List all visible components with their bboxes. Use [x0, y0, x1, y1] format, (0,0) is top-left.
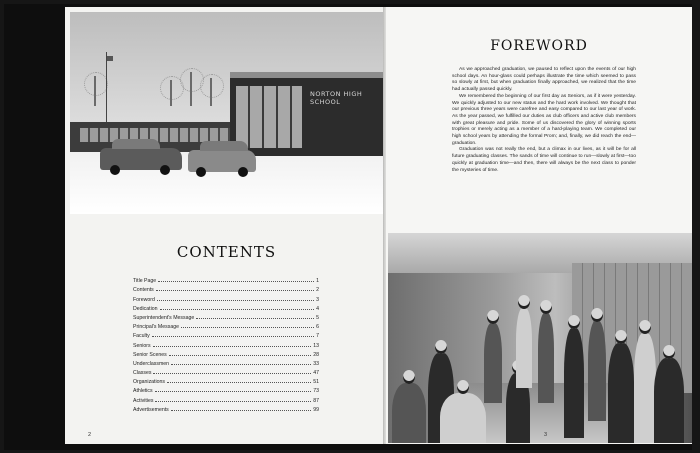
toc-page-number: 2: [316, 287, 319, 294]
parked-car: [100, 148, 182, 170]
parked-car: [188, 150, 256, 172]
toc-page-number: 3: [316, 296, 319, 303]
toc-leader: [157, 300, 314, 301]
toc-label: Activities: [133, 397, 154, 404]
toc-label: Underclassmen: [133, 360, 170, 367]
hallway-photo: [388, 233, 692, 443]
toc-label: Superintendent's Message: [133, 314, 195, 321]
toc-label: Athletics: [133, 388, 153, 395]
toc-entry: [133, 376, 319, 385]
tree: [190, 72, 192, 106]
toc-label: Contents: [133, 287, 154, 294]
toc-page-number: 73: [313, 388, 319, 395]
toc-entry: [133, 404, 319, 413]
page-number-right: 3: [544, 432, 548, 438]
toc-page-number: 4: [316, 305, 319, 312]
school-sign: NORTON HIGH SCHOOL: [310, 90, 363, 106]
toc-leader: [160, 309, 315, 310]
toc-entry: [133, 367, 319, 376]
toc-entry: [133, 358, 319, 367]
toc-page-number: 1: [316, 278, 319, 285]
toc-entry: [133, 284, 319, 293]
toc-entry: [133, 321, 319, 330]
toc-leader: [156, 290, 314, 291]
foreword-paragraph: As we approached graduation, we paused to reflect upon the events of our high school days. An hour-glass could perhaps illustrate the time which seemed to pass so slowly at first, but when graduation finally approached, we realized that the time had actually passed quickly.: [452, 67, 636, 93]
toc-page-number: 33: [313, 360, 319, 367]
tree: [210, 78, 212, 106]
toc-leader: [181, 327, 314, 328]
toc-label: Senior Scenes: [133, 351, 167, 358]
school-building: [230, 72, 383, 160]
student: [608, 343, 634, 443]
student: [484, 323, 502, 403]
toc-entry: [133, 385, 319, 394]
toc-label: Classes: [133, 370, 152, 377]
student: [634, 333, 656, 443]
foreword-paragraph: We remembered the beginning of our first day as Seniors, as if it were yesterday. We quickly adjusted to our new status and the hard work involved. We thought that our previous three years were carefree and easy compared to our last year of work. As the year passed, we fulfilled our duties as club officers and active club members with great pleasure and pride. Some of us discovered the glory of winning sports trophies or merely acting as a member of a hard-playing team. We completed our high school years by attending the formal Prom; and, finally, we did reach the end—graduation.: [452, 93, 636, 146]
flag: [107, 56, 113, 61]
toc-label: Advertisements: [133, 406, 169, 413]
toc-page-number: 5: [316, 314, 319, 321]
toc-page-number: 6: [316, 324, 319, 331]
tree: [94, 76, 96, 106]
toc-page-number: 51: [313, 379, 319, 386]
toc-page-number: 87: [313, 397, 319, 404]
student: [564, 328, 584, 438]
toc-entry: [133, 394, 319, 403]
table-of-contents: [133, 275, 319, 413]
toc-leader: [167, 382, 311, 383]
toc-entry: [133, 312, 319, 321]
toc-page-number: 13: [313, 342, 319, 349]
toc-leader: [171, 410, 311, 411]
toc-page-number: 47: [313, 370, 319, 377]
toc-entry: [133, 275, 319, 284]
toc-label: Faculty: [133, 333, 150, 340]
toc-page-number: 7: [316, 333, 319, 340]
toc-leader: [152, 336, 314, 337]
student: [392, 383, 426, 443]
toc-entry: [133, 303, 319, 312]
toc-entry: [133, 330, 319, 339]
toc-label: Foreword: [133, 296, 155, 303]
student: [588, 321, 606, 421]
student: [516, 308, 532, 388]
school-photo: [70, 12, 383, 214]
building-windows: [236, 86, 302, 148]
student: [538, 313, 554, 403]
contents-title: CONTENTS: [176, 243, 277, 261]
toc-leader: [196, 318, 314, 319]
toc-label: Organizations: [133, 379, 166, 386]
student: [440, 393, 486, 443]
foreword-text: [452, 67, 636, 174]
student: [654, 358, 684, 443]
toc-label: Principal's Message: [133, 324, 179, 331]
toc-leader: [155, 391, 312, 392]
toc-page-number: 28: [313, 351, 319, 358]
toc-entry: [133, 349, 319, 358]
toc-leader: [158, 281, 314, 282]
tree: [170, 80, 172, 106]
toc-leader: [155, 401, 311, 402]
toc-label: Seniors: [133, 342, 151, 349]
toc-leader: [171, 364, 311, 365]
toc-entry: [133, 293, 319, 302]
toc-entry: [133, 339, 319, 348]
toc-leader: [153, 373, 311, 374]
toc-label: Dedication: [133, 305, 158, 312]
toc-page-number: 99: [313, 406, 319, 413]
toc-leader: [169, 355, 311, 356]
foreword-paragraph: Graduation was not really the end, but a climax in our lives, as it will be for all future graduating classes. The sands of time will continue to run—slowly at first—too quickly at graduation time—and then, there will always be the next class to ponder the mysteries of time.: [452, 147, 636, 173]
page-number-left: 2: [88, 432, 92, 438]
toc-leader: [153, 346, 312, 347]
toc-label: Title Page: [133, 278, 157, 285]
foreword-title: FOREWORD: [490, 38, 588, 54]
